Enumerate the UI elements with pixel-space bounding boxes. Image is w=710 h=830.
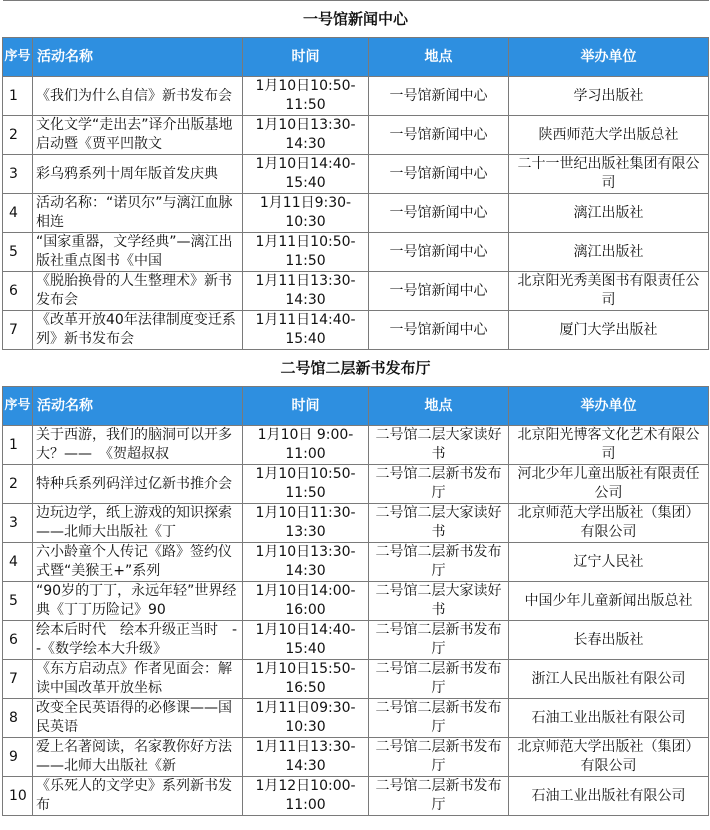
cell-place: [369, 504, 509, 543]
cell-org: [509, 621, 709, 660]
cell-time: [243, 155, 369, 194]
cell-time-text: 1月11日13:30-14:30: [255, 739, 356, 774]
cell-org: [509, 699, 709, 738]
cell-seq: [3, 543, 33, 582]
cell-org: [509, 116, 709, 155]
cell-org-text: 浙江人民出版社有限公司: [531, 670, 686, 687]
cell-place-text: 一号馆新闻中心: [389, 321, 488, 338]
cell-name: [33, 272, 243, 311]
cell-seq: [3, 194, 33, 233]
cell-time-text: 1月10日14:40-15:40: [255, 622, 356, 657]
cell-name-text: 文化文学“走出去”译介出版基地启动暨《贾平凹散文: [36, 117, 233, 152]
header-name: 活动名称: [33, 387, 243, 426]
cell-place: [369, 116, 509, 155]
cell-time: [243, 777, 369, 816]
cell-seq: [3, 660, 33, 699]
cell-org-text: 二十一世纪出版社集团有限公司: [517, 156, 700, 191]
table-row: [3, 465, 709, 504]
cell-name: [33, 77, 243, 116]
cell-seq-text: 5: [9, 243, 18, 260]
cell-time: [243, 699, 369, 738]
cell-org: [509, 465, 709, 504]
cell-time: [243, 660, 369, 699]
cell-name: [33, 543, 243, 582]
cell-org: [509, 311, 709, 350]
cell-place-text: 二号馆二层新书发布厅: [375, 661, 502, 696]
cell-seq-text: 6: [9, 282, 18, 299]
cell-place-text: 二号馆二层大家读好书: [375, 583, 502, 618]
cell-place: [369, 738, 509, 777]
cell-time-text: 1月10日 9:00-11:00: [257, 427, 354, 462]
cell-name: [33, 582, 243, 621]
cell-org: [509, 582, 709, 621]
cell-time: [243, 621, 369, 660]
cell-place: [369, 543, 509, 582]
cell-place: [369, 311, 509, 350]
cell-name: [33, 699, 243, 738]
cell-org: [509, 155, 709, 194]
cell-place-text: 二号馆二层新书发布厅: [375, 700, 502, 735]
cell-org: [509, 194, 709, 233]
cell-name: [33, 155, 243, 194]
header-place: 地点: [369, 387, 509, 426]
cell-seq: [3, 582, 33, 621]
cell-seq: [3, 311, 33, 350]
cell-org-text: 厦门大学出版社: [559, 321, 658, 338]
cell-org-text: 石油工业出版社有限公司: [531, 709, 686, 726]
cell-name: [33, 233, 243, 272]
cell-seq-text: 3: [9, 165, 18, 182]
cell-name: [33, 426, 243, 465]
cell-name: [33, 465, 243, 504]
cell-org-text: 北京师范大学出版社（集团）有限公司: [517, 739, 700, 774]
cell-seq-text: 7: [9, 321, 18, 338]
table-row: [3, 426, 709, 465]
cell-org: [509, 777, 709, 816]
cell-name-text: 《乐死人的文学史》系列新书发布: [36, 778, 232, 813]
cell-place-text: 二号馆二层新书发布厅: [375, 466, 502, 501]
cell-name-text: 边玩边学，纸上游戏的知识探索——北师大出版社《丁: [36, 505, 232, 540]
cell-org-text: 长春出版社: [573, 631, 644, 648]
cell-time: [243, 426, 369, 465]
cell-name: [33, 738, 243, 777]
cell-place: [369, 233, 509, 272]
cell-time: [243, 738, 369, 777]
header-org: 举办单位: [509, 387, 709, 426]
cell-name-text: 彩乌鸦系列十周年版首发庆典: [36, 165, 218, 182]
table-row: [3, 621, 709, 660]
cell-time-text: 1月10日10:50-11:50: [255, 466, 356, 501]
cell-seq-text: 3: [9, 514, 18, 531]
cell-name: [33, 311, 243, 350]
cell-name-text: 改变全民英语得的必修课——国民英语: [36, 700, 232, 735]
cell-seq: [3, 233, 33, 272]
cell-time-text: 1月10日14:40-15:40: [255, 156, 356, 191]
cell-place: [369, 582, 509, 621]
section-title-row: [3, 350, 709, 387]
table-row: [3, 582, 709, 621]
cell-place-text: 一号馆新闻中心: [389, 282, 488, 299]
cell-name-text: 特种兵系列码洋过亿新书推介会: [36, 475, 232, 492]
cell-place-text: 二号馆二层大家读好书: [375, 505, 502, 540]
cell-seq: [3, 699, 33, 738]
cell-time: [243, 311, 369, 350]
cell-seq: [3, 272, 33, 311]
table-row: [3, 233, 709, 272]
cell-name-text: 《脱胎换骨的人生整理术》新书发布会: [36, 273, 232, 308]
cell-place: [369, 194, 509, 233]
cell-org: [509, 77, 709, 116]
table-header-row: [3, 387, 709, 426]
cell-org: [509, 272, 709, 311]
table-row: [3, 543, 709, 582]
cell-time: [243, 194, 369, 233]
cell-seq: [3, 465, 33, 504]
cell-seq-text: 9: [9, 748, 18, 765]
header-time: 时间: [243, 38, 369, 77]
cell-place-text: 二号馆二层新书发布厅: [375, 739, 502, 774]
cell-name-text: 《东方启动点》作者见面会：解读中国改革开放坐标: [36, 661, 232, 696]
cell-seq-text: 4: [9, 553, 18, 570]
cell-place-text: 二号馆二层大家读好书: [375, 427, 502, 462]
cell-place: [369, 77, 509, 116]
cell-org: [509, 426, 709, 465]
cell-org: [509, 233, 709, 272]
cell-time-text: 1月11日09:30-10:30: [255, 700, 356, 735]
cell-time-text: 1月10日13:30-14:30: [255, 117, 356, 152]
header-seq: 序号: [3, 38, 33, 77]
table-row: [3, 77, 709, 116]
cell-place-text: 一号馆新闻中心: [389, 165, 488, 182]
cell-seq: [3, 777, 33, 816]
cell-name-text: 六小龄童个人传记《路》签约仪式暨“美猴王+”系列: [36, 544, 232, 579]
cell-place: [369, 777, 509, 816]
cell-place: [369, 465, 509, 504]
cell-name: [33, 777, 243, 816]
cell-seq: [3, 426, 33, 465]
cell-place-text: 一号馆新闻中心: [389, 243, 488, 260]
cell-org-text: 漓江出版社: [573, 243, 644, 260]
cell-name: [33, 621, 243, 660]
cell-name-text: “90岁的丁丁，永远年轻”世界经典《丁丁历险记》90: [36, 583, 237, 618]
cell-seq: [3, 116, 33, 155]
cell-seq-text: 7: [9, 670, 18, 687]
cell-seq-text: 4: [9, 204, 18, 221]
cell-name-text: 活动名称：“诺贝尔”与漓江血脉相连: [36, 195, 233, 230]
cell-name: [33, 504, 243, 543]
cell-time-text: 1月11日14:40-15:40: [255, 312, 356, 347]
cell-seq: [3, 155, 33, 194]
table-header-row: [3, 38, 709, 77]
cell-time-text: 1月10日15:50-16:50: [255, 661, 356, 696]
table-row: [3, 738, 709, 777]
cell-place-text: 二号馆二层新书发布厅: [375, 622, 502, 657]
cell-place: [369, 699, 509, 738]
cell-time-text: 1月10日10:50-11:50: [255, 78, 356, 113]
cell-name-text: 爱上名著阅读，名家教你好方法——北师大出版社《新: [36, 739, 232, 774]
cell-name-text: 《改革开放40年法律制度变迁系列》新书发布会: [36, 312, 236, 347]
header-seq: 序号: [3, 387, 33, 426]
cell-seq: [3, 621, 33, 660]
cell-seq: [3, 504, 33, 543]
cell-org-text: 北京师范大学出版社（集团）有限公司: [517, 505, 700, 540]
cell-org: [509, 738, 709, 777]
cell-seq-text: 2: [9, 475, 18, 492]
cell-org-text: 陕西师范大学出版总社: [538, 126, 679, 143]
cell-place-text: 二号馆二层新书发布厅: [375, 544, 502, 579]
table-row: [3, 311, 709, 350]
header-org: 举办单位: [509, 38, 709, 77]
cell-time-text: 1月10日13:30-14:30: [255, 544, 356, 579]
cell-name-text: “国家重器，文学经典”—漓江出版社重点图书《中国: [36, 234, 233, 269]
cell-seq: [3, 77, 33, 116]
cell-seq-text: 1: [9, 87, 18, 104]
table-row: [3, 194, 709, 233]
cell-org-text: 漓江出版社: [573, 204, 644, 221]
cell-seq-text: 5: [9, 592, 18, 609]
cell-seq-text: 10: [9, 787, 27, 804]
cell-time: [243, 465, 369, 504]
cell-org: [509, 660, 709, 699]
table-row: [3, 699, 709, 738]
cell-time: [243, 233, 369, 272]
table-row: [3, 116, 709, 155]
cell-seq-text: 2: [9, 126, 18, 143]
cell-place-text: 一号馆新闻中心: [389, 87, 488, 104]
cell-org: [509, 504, 709, 543]
cell-org-text: 学习出版社: [573, 87, 644, 104]
cell-seq: [3, 738, 33, 777]
cell-org-text: 辽宁人民社: [573, 553, 644, 570]
cell-place: [369, 155, 509, 194]
cell-time-text: 1月10日11:30-13:30: [255, 505, 356, 540]
cell-name-text: 《我们为什么自信》新书发布会: [36, 87, 232, 104]
cell-org-text: 北京阳光博客文化艺术有限公司: [517, 427, 700, 462]
cell-time-text: 1月12日10:00-11:00: [255, 778, 356, 813]
cell-time-text: 1月11日10:50-11:50: [255, 234, 356, 269]
cell-seq-text: 6: [9, 631, 18, 648]
header-time: 时间: [243, 387, 369, 426]
section-title-row: [3, 1, 709, 38]
cell-name: [33, 194, 243, 233]
cell-place-text: 一号馆新闻中心: [389, 204, 488, 221]
cell-org-text: 石油工业出版社有限公司: [531, 787, 686, 804]
table-row: [3, 504, 709, 543]
header-name: 活动名称: [33, 38, 243, 77]
cell-time: [243, 543, 369, 582]
cell-seq-text: 8: [9, 709, 18, 726]
cell-seq-text: 1: [9, 436, 18, 453]
cell-place: [369, 621, 509, 660]
cell-name-text: 关于西游，我们的脑洞可以开多大？—— 《贺超叔叔: [36, 427, 232, 462]
cell-name-text: 绘本后时代 绘本升级正当时 --《数学绘本大升级》: [36, 622, 238, 657]
table-row: [3, 660, 709, 699]
section-title: 二号馆二层新书发布厅: [3, 350, 709, 387]
cell-time-text: 1月11日13:30-14:30: [255, 273, 356, 308]
cell-time-text: 1月10日14:00-16:00: [255, 583, 356, 618]
cell-org-text: 北京阳光秀美图书有限责任公司: [517, 273, 700, 308]
schedule-table: [2, 0, 709, 816]
cell-time: [243, 272, 369, 311]
cell-time: [243, 77, 369, 116]
cell-place-text: 一号馆新闻中心: [389, 126, 488, 143]
table-row: [3, 777, 709, 816]
cell-org: [509, 543, 709, 582]
cell-time-text: 1月11日9:30-10:30: [259, 195, 352, 230]
cell-place: [369, 660, 509, 699]
section-title: 一号馆新闻中心: [3, 1, 709, 38]
cell-time: [243, 504, 369, 543]
header-place: 地点: [369, 38, 509, 77]
cell-place-text: 二号馆二层新书发布厅: [375, 778, 502, 813]
cell-time: [243, 116, 369, 155]
table-row: [3, 272, 709, 311]
cell-org-text: 河北少年儿童出版社有限责任公司: [517, 466, 700, 501]
cell-name: [33, 660, 243, 699]
table-row: [3, 155, 709, 194]
cell-time: [243, 582, 369, 621]
cell-name: [33, 116, 243, 155]
cell-place: [369, 426, 509, 465]
cell-place: [369, 272, 509, 311]
cell-org-text: 中国少年儿童新闻出版总社: [524, 592, 693, 609]
